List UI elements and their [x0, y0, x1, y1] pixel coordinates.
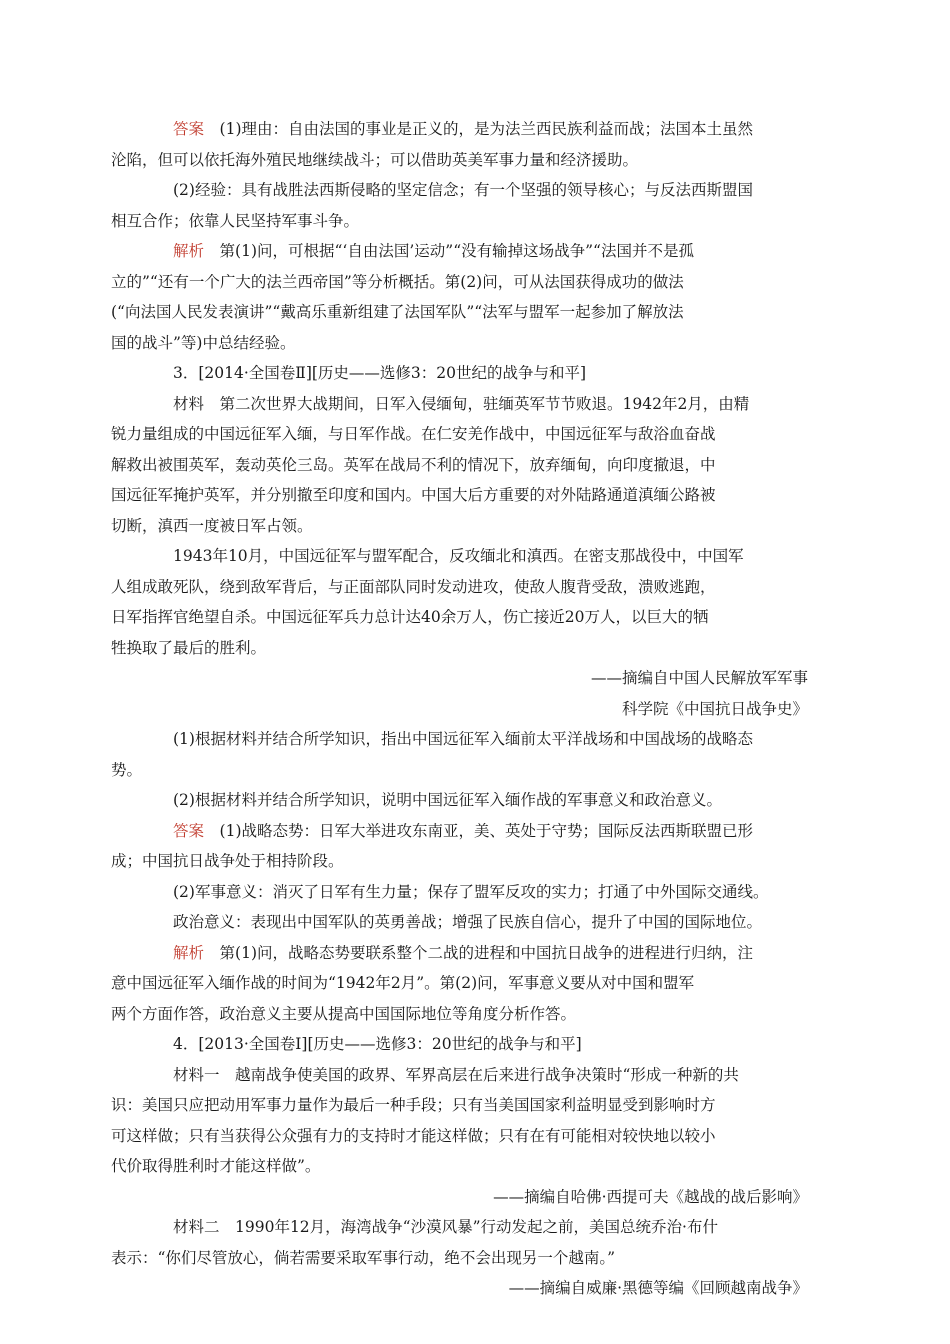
answer-label: 答案: [173, 821, 205, 840]
q3-material-para2: 1943年10月，中国远征军与盟军配合，反攻缅北和滇西。在密支那战役中，中国军 人组成敢死队，绕到敌军背后，与正面部队同时发动进攻，使敌人腹背受敌，溃败逃跑， 日军指挥官绝望自杀。中国远征军兵力总计达40余万人，伤亡接近20万人，以巨大的牺 牲换取了最后的胜利。: [111, 547, 744, 657]
q3-answer-military: (2)军事意义：消灭了日军有生力量；保存了盟军反攻的实力；打通了中外国际交通线。: [173, 882, 769, 901]
q4-material-1: 材料一 越南战争使美国的政界、军界高层在后来进行战争决策时“形成一种新的共 识：美国只应把动用军事力量作为最后一种手段；只有当美国国家利益明显受到影响时方 可这样做；只有当获得公众强有力的支持时才能这样做；只有在有可能相对较快地以较小 代价取得胜利时才能这样做”。: [111, 1065, 739, 1175]
q4-source-1: ——摘编自哈佛·西提可夫《越战的战后影响》: [493, 1187, 808, 1206]
q2-answer-2: (2)经验：具有战胜法西斯侵略的坚定信念；有一个坚强的领导核心；与反法西斯盟国 相互合作；依靠人民坚持军事斗争。: [111, 181, 753, 230]
q3-source-line2: 科学院《中国抗日战争史》: [621, 699, 808, 718]
q3-answer-political: 政治意义：表现出中国军队的英勇善战；增强了民族自信心，提升了中国的国际地位。: [173, 913, 763, 931]
q3-source-line1: ——摘编自中国人民解放军军事: [590, 669, 808, 687]
document-page: [111, 114, 812, 1304]
answer-label: 答案: [173, 120, 205, 138]
q3-question-2: (2)根据材料并结合所学知识，说明中国远征军入缅作战的军事意义和政治意义。: [173, 791, 722, 809]
q3-header: 3．[2014·全国卷Ⅱ][历史——选修3：20世纪的战争与和平]: [173, 364, 587, 382]
q4-header: 4．[2013·全国卷Ⅰ][历史——选修3：20世纪的战争与和平]: [173, 1035, 582, 1053]
q4-source-2: ——摘编自威廉·黑德等编《回顾越南战争》: [508, 1279, 808, 1297]
q2-answer-1: 答案 (1)理由：自由法国的事业是正义的，是为法兰西民族利益而战；法国本土虽然 沦陷，但可以依托海外殖民地继续战斗；可以借助英美军事力量和经济援助。: [111, 120, 753, 169]
q2-analysis: 解析 第(1)问，可根据“‘自由法国’运动”“没有输掉这场战争”“法国并不是孤 立的”“还有一个广大的法兰西帝国”等分析概括。第(2)问，可从法国获得成功的做法 (“向法国人民发表演讲”“戴高乐重新组建了法国军队”“法军与盟军一起参加了解放法 国的战斗”等)中总结经验。: [111, 242, 694, 352]
q3-answer-1: 答案 (1)战略态势：日军大举进攻东南亚，美、英处于守势；国际反法西斯联盟已形 成；中国抗日战争处于相持阶段。: [111, 821, 753, 870]
analysis-label: 解析: [173, 242, 205, 260]
analysis-label: 解析: [173, 943, 205, 962]
q3-question-1: (1)根据材料并结合所学知识，指出中国远征军入缅前太平洋战场和中国战场的战略态 势。: [111, 730, 753, 779]
q3-material-para1: 材料 第二次世界大战期间，日军入侵缅甸，驻缅英军节节败退。1942年2月，由精 锐力量组成的中国远征军入缅，与日军作战。在仁安羌作战中，中国远征军与敌浴血奋战 解救出被围英军，轰动英伦三岛。英军在战局不利的情况下，放弃缅甸，向印度撤退，中 国远征军掩护英军，并分别撤至印度和国内。中国大后方重要的对外陆路通道滇缅公路被 切断，滇西一度被日军占领。: [111, 394, 750, 535]
q3-analysis: 解析 第(1)问，战略态势要联系整个二战的进程和中国抗日战争的进程进行归纳，注 意中国远征军入缅作战的时间为“1942年2月”。第(2)问，军事意义要从对中国和盟军 两个方面作答，政治意义主要从提高中国国际地位等角度分析作答。: [111, 943, 753, 1023]
q4-material-2: 材料二 1990年12月，海湾战争“沙漠风暴”行动发起之前，美国总统乔治·布什 表示：“你们尽管放心，倘若需要采取军事行动，绝不会出现另一个越南。”: [111, 1218, 718, 1267]
